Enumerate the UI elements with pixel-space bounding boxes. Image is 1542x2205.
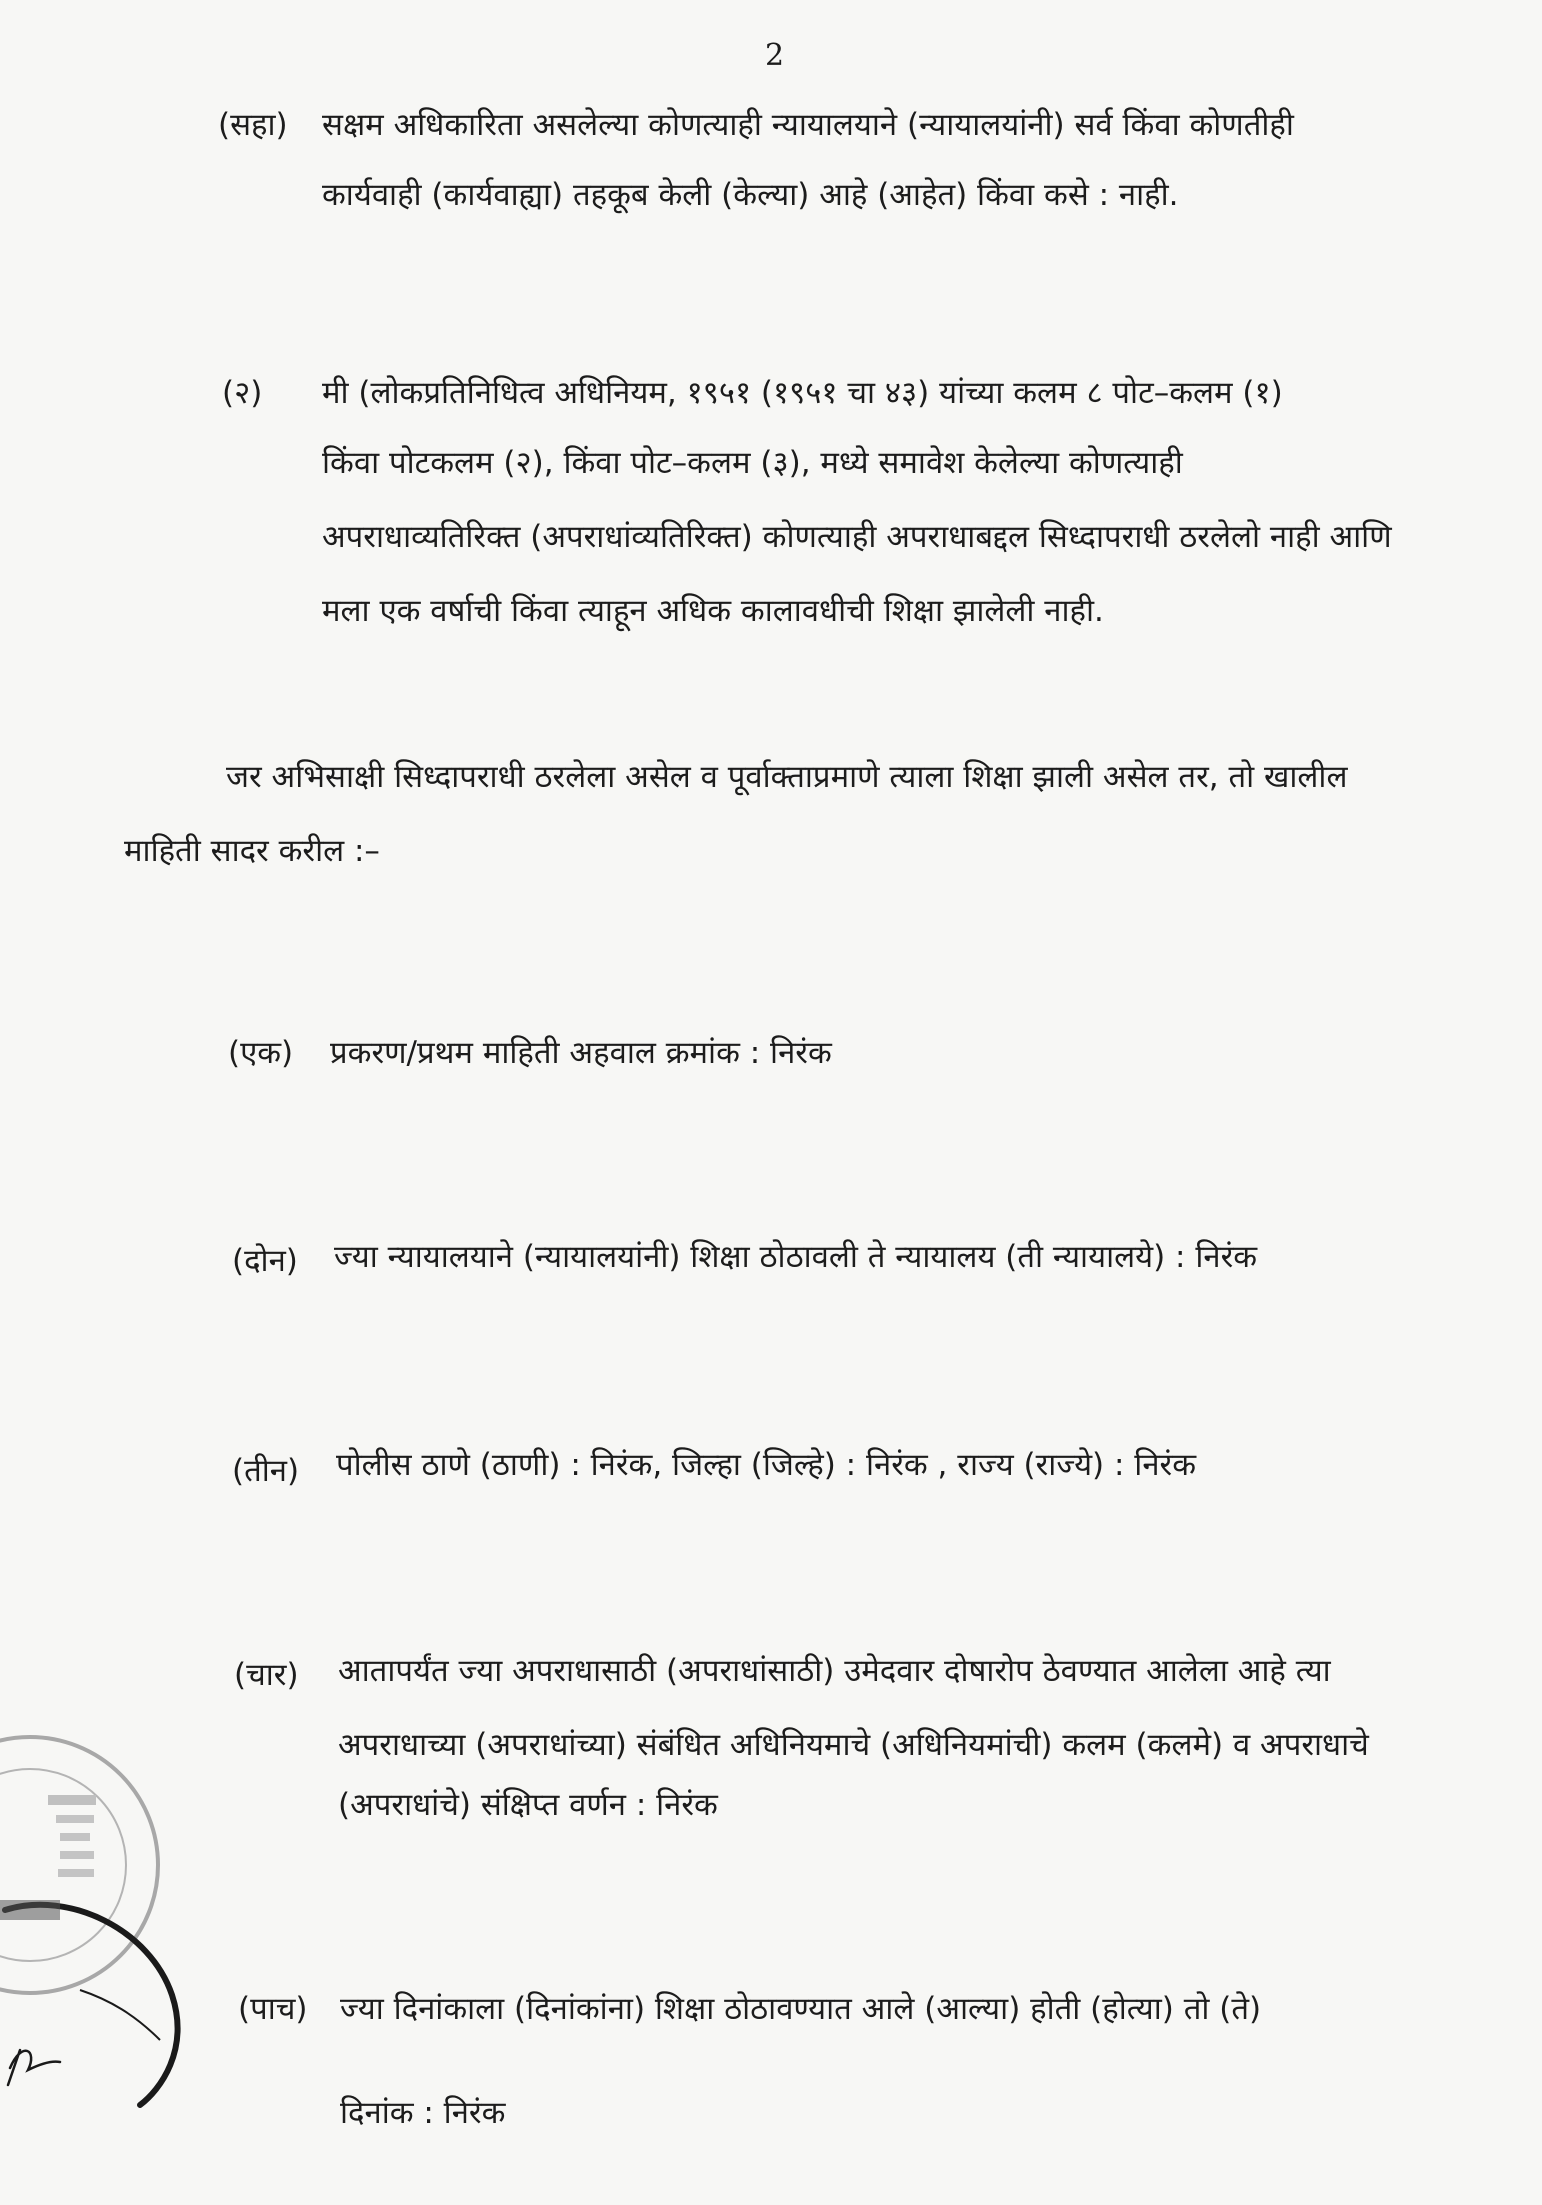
clause-chaar-line2: अपराधाच्या (अपराधांच्या) संबंधित अधिनियमाचे (अधिनियमांची) कलम (कलमे) व अपराधाचे [338, 1727, 1369, 1763]
clause-ek-text: प्रकरण/प्रथम माहिती अहवाल क्रमांक : निरंक [330, 1035, 832, 1071]
intro-line1: जर अभिसाक्षी सिध्दापराधी ठरलेला असेल व पूर्वाक्ताप्रमाणे त्याला शिक्षा झाली असेल तर, तो खालील [226, 759, 1348, 795]
intro-line2: माहिती सादर करील :– [124, 833, 380, 869]
clause-saha-label: (सहा) [218, 107, 288, 143]
clause-ek-label: (एक) [228, 1035, 294, 1071]
clause-teen-label: (तीन) [232, 1453, 300, 1489]
clause-don-label: (दोन) [232, 1243, 298, 1279]
clause-saha-line2: कार्यवाही (कार्यवाह्या) तहकूब केली (केल्या) आहे (आहेत) किंवा कसे : नाही. [322, 177, 1179, 213]
clause-paach-line1: ज्या दिनांकाला (दिनांकांना) शिक्षा ठोठावण्यात आले (आल्या) होती (होत्या) तो (ते) [340, 1991, 1262, 2027]
clause-two-line3: अपराधाव्यतिरिक्त (अपराधांव्यतिरिक्त) कोणत्याही अपराधाबद्दल सिध्दापराधी ठरलेलो नाही आणि [322, 519, 1392, 555]
clause-chaar-line3: (अपराधांचे) संक्षिप्त वर्णन : निरंक [338, 1787, 718, 1823]
clause-two-line2: किंवा पोटकलम (२), किंवा पोट–कलम (३), मध्ये समावेश केलेल्या कोणत्याही [322, 445, 1183, 481]
clause-two-label: (२) [222, 375, 263, 411]
clause-teen-text: पोलीस ठाणे (ठाणी) : निरंक, जिल्हा (जिल्हे) : निरंक , राज्य (राज्ये) : निरंक [336, 1447, 1197, 1483]
signature-icon [0, 1900, 200, 2110]
clause-saha-line1: सक्षम अधिकारिता असलेल्या कोणत्याही न्यायालयाने (न्यायालयांनी) सर्व किंवा कोणतीही [322, 107, 1294, 143]
clause-paach-line2: दिनांक : निरंक [340, 2095, 506, 2131]
clause-two-line1: मी (लोकप्रतिनिधित्व अधिनियम, १९५१ (१९५१ चा ४३) यांच्या कलम ८ पोट–कलम (१) [322, 375, 1283, 411]
clause-chaar-label: (चार) [234, 1657, 299, 1693]
clause-two-line4: मला एक वर्षाची किंवा त्याहून अधिक कालावधीची शिक्षा झालेली नाही. [322, 593, 1104, 629]
page-number: 2 [765, 38, 785, 73]
clause-paach-label: (पाच) [238, 1991, 308, 2027]
clause-chaar-line1: आतापर्यंत ज्या अपराधासाठी (अपराधांसाठी) उमेदवार दोषारोप ठेवण्यात आलेला आहे त्या [338, 1653, 1331, 1689]
clause-don-text: ज्या न्यायालयाने (न्यायालयांनी) शिक्षा ठोठावली ते न्यायालय (ती न्यायालये) : निरंक [334, 1239, 1258, 1275]
